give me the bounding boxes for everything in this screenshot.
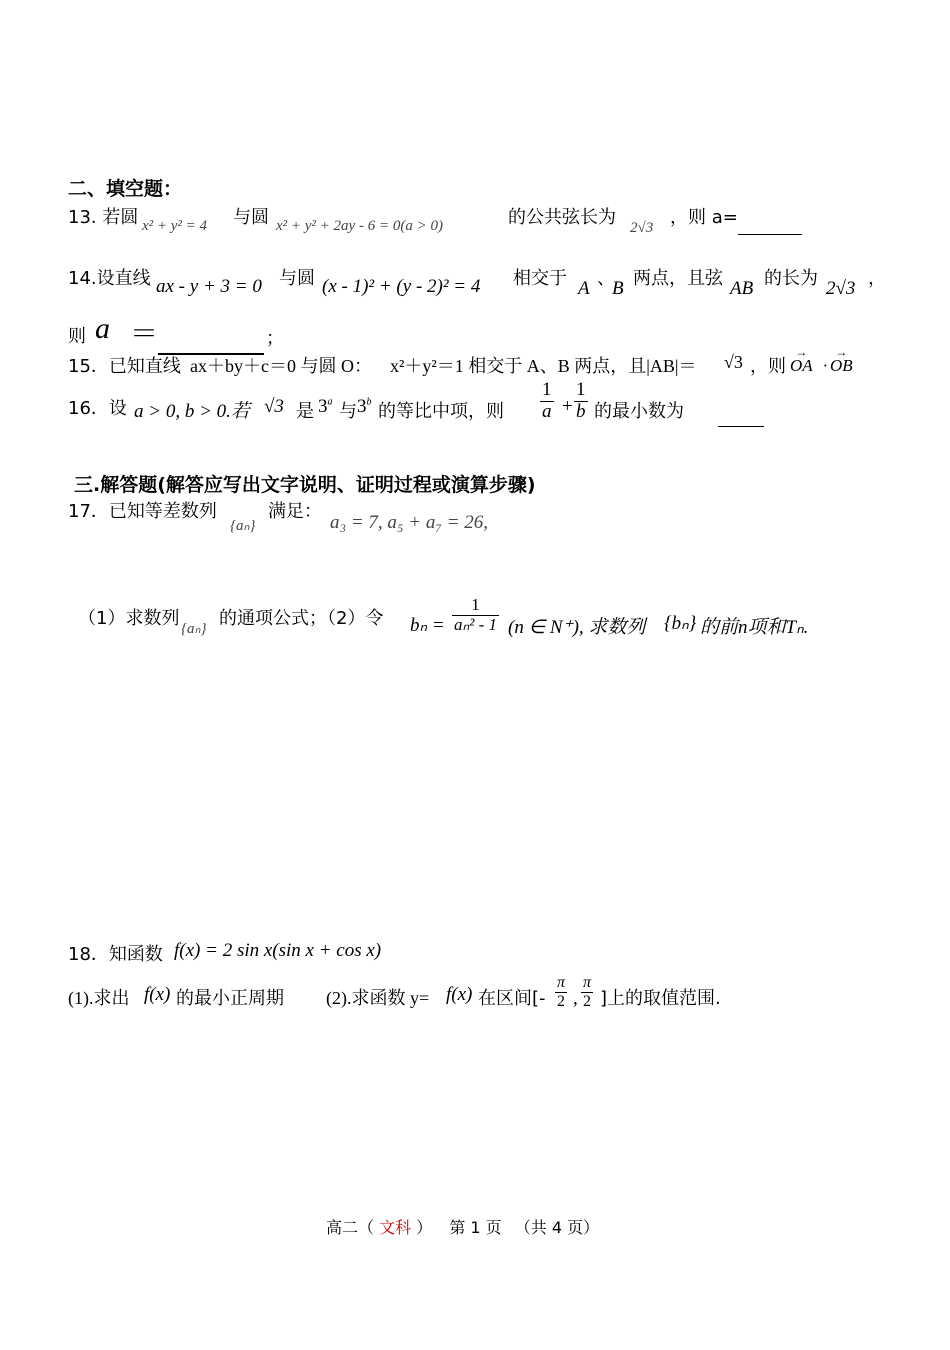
q17-label: 17．已知等差数列 [68,501,217,522]
q14-label: 14.设直线 [68,268,151,289]
q13-answer-blank [738,220,802,239]
q16-fraction-2: $\frac{1}{b}$ [576,379,586,422]
footer-total: （共 4 页） [514,1218,600,1237]
q14-tail3: 的长为 [764,268,818,289]
q16-power-a: 3$^a$ [318,396,333,417]
q16-condition: a > 0, b > 0.若 [134,401,250,422]
q14-sep: 、 [597,268,615,289]
q15-label: 15．已知直线 [68,356,181,377]
section-3-title: 三.解答题(解答应写出文字说明、证明过程或演算步骤) [74,474,536,496]
q15-vector-oa: → OA [790,356,813,376]
q13-mid: 与圆 [233,207,269,228]
q18-fraction-1: $\frac{\pi}{2}$ [557,974,566,1010]
q15-vector-ob: → OB [830,356,853,376]
q18-part2: (2).求函数 y= [326,988,430,1008]
q13-eq2: x² + y² + 2ay - 6 = 0(a > 0) [276,218,443,234]
q18-fx-2: f(x) [446,984,473,1005]
q16-text1: 是 [296,401,314,422]
q14-mid: 与圆 [279,268,315,289]
q18-fx: f(x) [144,984,171,1005]
q16-fraction-1: $\frac{1}{a}$ [542,379,552,422]
q16-text3: 的等比中项，则 [378,401,504,422]
q17-sequence-3: {bₙ} [664,613,697,634]
q13-value: 2√3 [630,220,654,236]
q18-label: 18．知函数 [68,944,163,965]
q18-part1: (1).求出 [68,988,130,1008]
q14-point-a: A [578,278,590,299]
q17-fraction: $\frac{1}{\text{aₙ² - 1}}$ [454,595,498,634]
q14-value: 2√3 [826,278,856,299]
q15-dot: · [823,356,828,375]
q16-power-b: 3$^b$ [357,396,372,417]
q16-text2: 与 [339,401,357,422]
q15-value: √3 [724,352,743,372]
q14-line2-prefix: 则 [68,326,86,347]
q15-text1: ax＋by＋c＝0 与圆 O： [190,356,372,376]
q14-eq1: ax - y + 3 = 0 [156,276,262,297]
q14-var-a: a [95,312,110,345]
q15-ask: ，则 [750,356,786,377]
q16-plus: + [562,396,573,417]
q14-ab: AB [730,278,754,299]
q18-comma: , [573,988,578,1009]
footer [326,1215,599,1238]
q17-tail: 满足： [268,501,322,522]
q13-label: 13. 若圆 [68,207,139,228]
q13-tail: 的公共弦长为 [508,207,616,228]
q17-sequence: {aₙ} [230,518,256,534]
q18-fraction-2: $\frac{\pi}{2}$ [583,974,592,1010]
q18-part2b: 在区间[- [478,988,546,1009]
q13-ask: ，则 a= [670,207,738,228]
q14-comma: ， [868,268,886,289]
q17-sequence-2: {aₙ} [181,621,207,637]
footer-close: ） [416,1218,433,1237]
q17-tail2: 的前n项和Tₙ. [700,617,809,638]
q17-domain: (n ∈ N⁺), 求数列 [508,617,646,638]
q14-equals: ＝ [130,317,159,350]
q16-label: 16．设 [68,398,127,419]
q15-text2: x²＋y²＝1 相交于 A、B 两点，且|AB|＝ [390,356,697,376]
footer-grade: 高二（ [326,1218,375,1237]
q16-value: √3 [264,396,284,417]
q18-function: f(x) = 2 sin x(sin x + cos x) [174,940,382,961]
q16-answer-blank [718,412,764,431]
q14-line2-end: ； [266,328,284,349]
section-2-title: 二、填空题： [68,178,183,200]
footer-subject: 文科 [379,1218,412,1237]
q17-part1b: 的通项公式；（2）令 [219,608,384,629]
question-13 [68,203,138,229]
q14-tail: 相交于 [513,268,567,289]
q17-part1: （1）求数列 [78,608,180,629]
q14-point-b: B [612,278,624,299]
q18-part1b: 的最小正周期 [176,988,284,1009]
q17-condition: a₃ = 7, a₅ + a₇ = 26, [330,512,489,533]
q18-part2c: ]上的取值范围. [600,988,721,1009]
footer-page: 第 1 页 [449,1218,502,1237]
q14-tail2: 两点，且弦 [633,268,723,289]
q14-eq2: (x - 1)² + (y - 2)² = 4 [322,276,481,297]
q13-eq1: x² + y² = 4 [142,218,208,234]
q17-bn: bₙ = [410,615,445,636]
q16-text4: 的最小数为 [594,401,684,422]
